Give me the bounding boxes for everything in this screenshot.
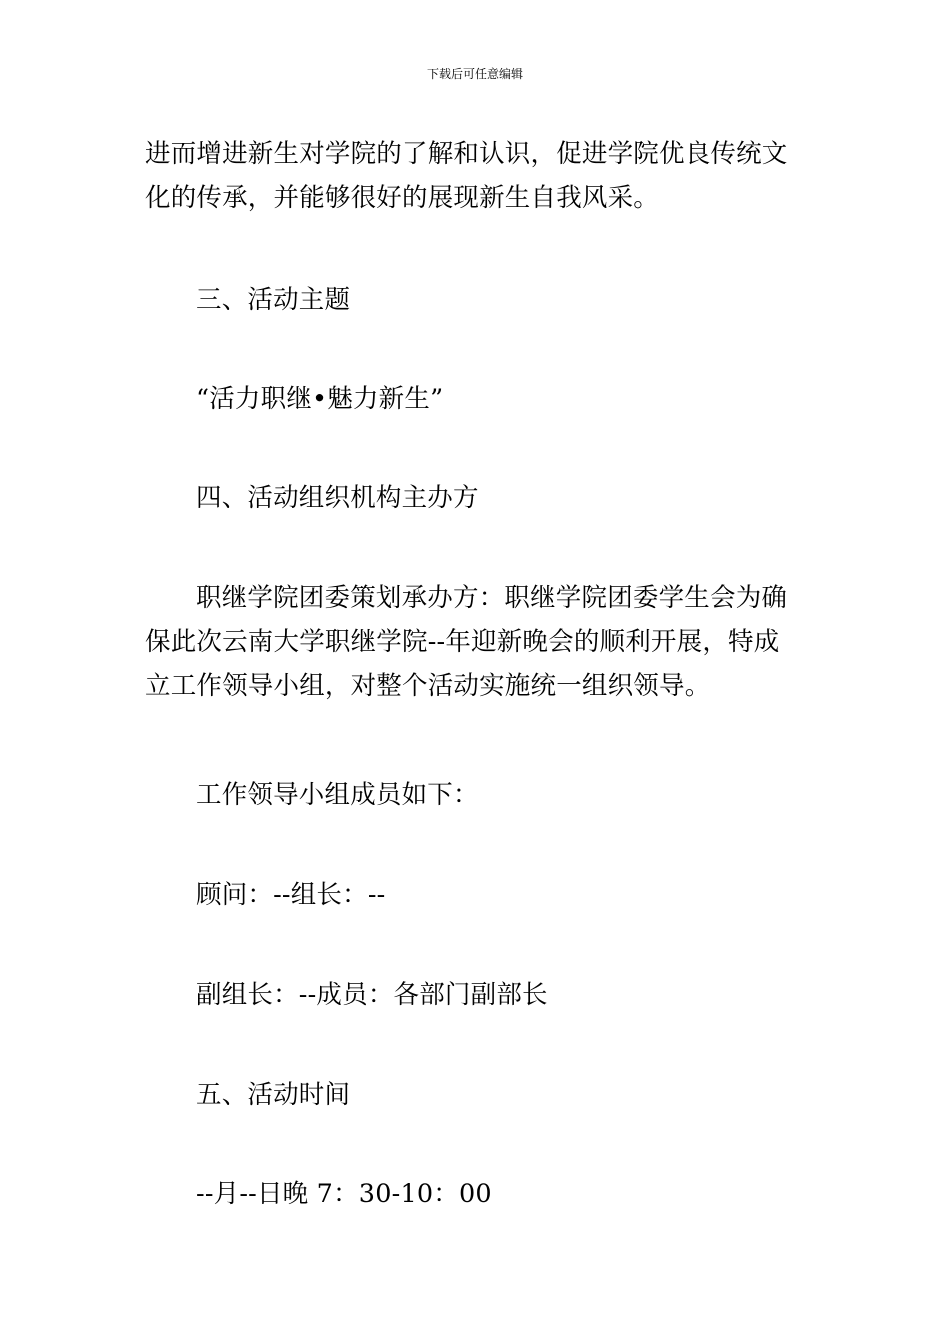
paragraph-advisor-leader xyxy=(145,873,385,917)
paragraph-members-intro xyxy=(145,773,479,817)
text-line: 化的传承，并能够很好的展现新生自我风采。 xyxy=(145,183,660,213)
paragraph-intro-continuation xyxy=(145,132,788,220)
page-header: 下载后可任意编辑 xyxy=(426,67,523,81)
heading-text: 五、活动时间 xyxy=(196,1080,351,1110)
text-line: “活力职继•魅力新生” xyxy=(196,384,444,414)
heading-text: 三、活动主题 xyxy=(196,285,351,315)
text-line: 立工作领导小组，对整个活动实施统一组织领导。 xyxy=(145,671,711,701)
text-line: 保此次云南大学职继学院--年迎新晚会的顺利开展，特成 xyxy=(145,627,780,657)
paragraph-deputy-members xyxy=(145,973,548,1017)
paragraph-time-value xyxy=(145,1172,492,1216)
text-line: 职继学院团委策划承办方：职继学院团委学生会为确 xyxy=(196,583,788,613)
text-line: 顾问：--组长：-- xyxy=(196,880,386,910)
text-line: 进而增进新生对学院的了解和认识，促进学院优良传统文 xyxy=(145,139,788,169)
section-heading-time xyxy=(145,1073,350,1117)
paragraph-theme-slogan xyxy=(145,377,443,421)
text-line: 工作领导小组成员如下： xyxy=(196,780,479,810)
text-line: --月--日晚 7：30-10：00 xyxy=(196,1179,492,1209)
section-heading-theme xyxy=(145,278,350,322)
section-heading-organizer xyxy=(145,476,479,520)
paragraph-organizer xyxy=(145,576,787,708)
heading-text: 四、活动组织机构主办方 xyxy=(196,483,479,513)
text-line: 副组长：--成员：各部门副部长 xyxy=(196,980,548,1010)
